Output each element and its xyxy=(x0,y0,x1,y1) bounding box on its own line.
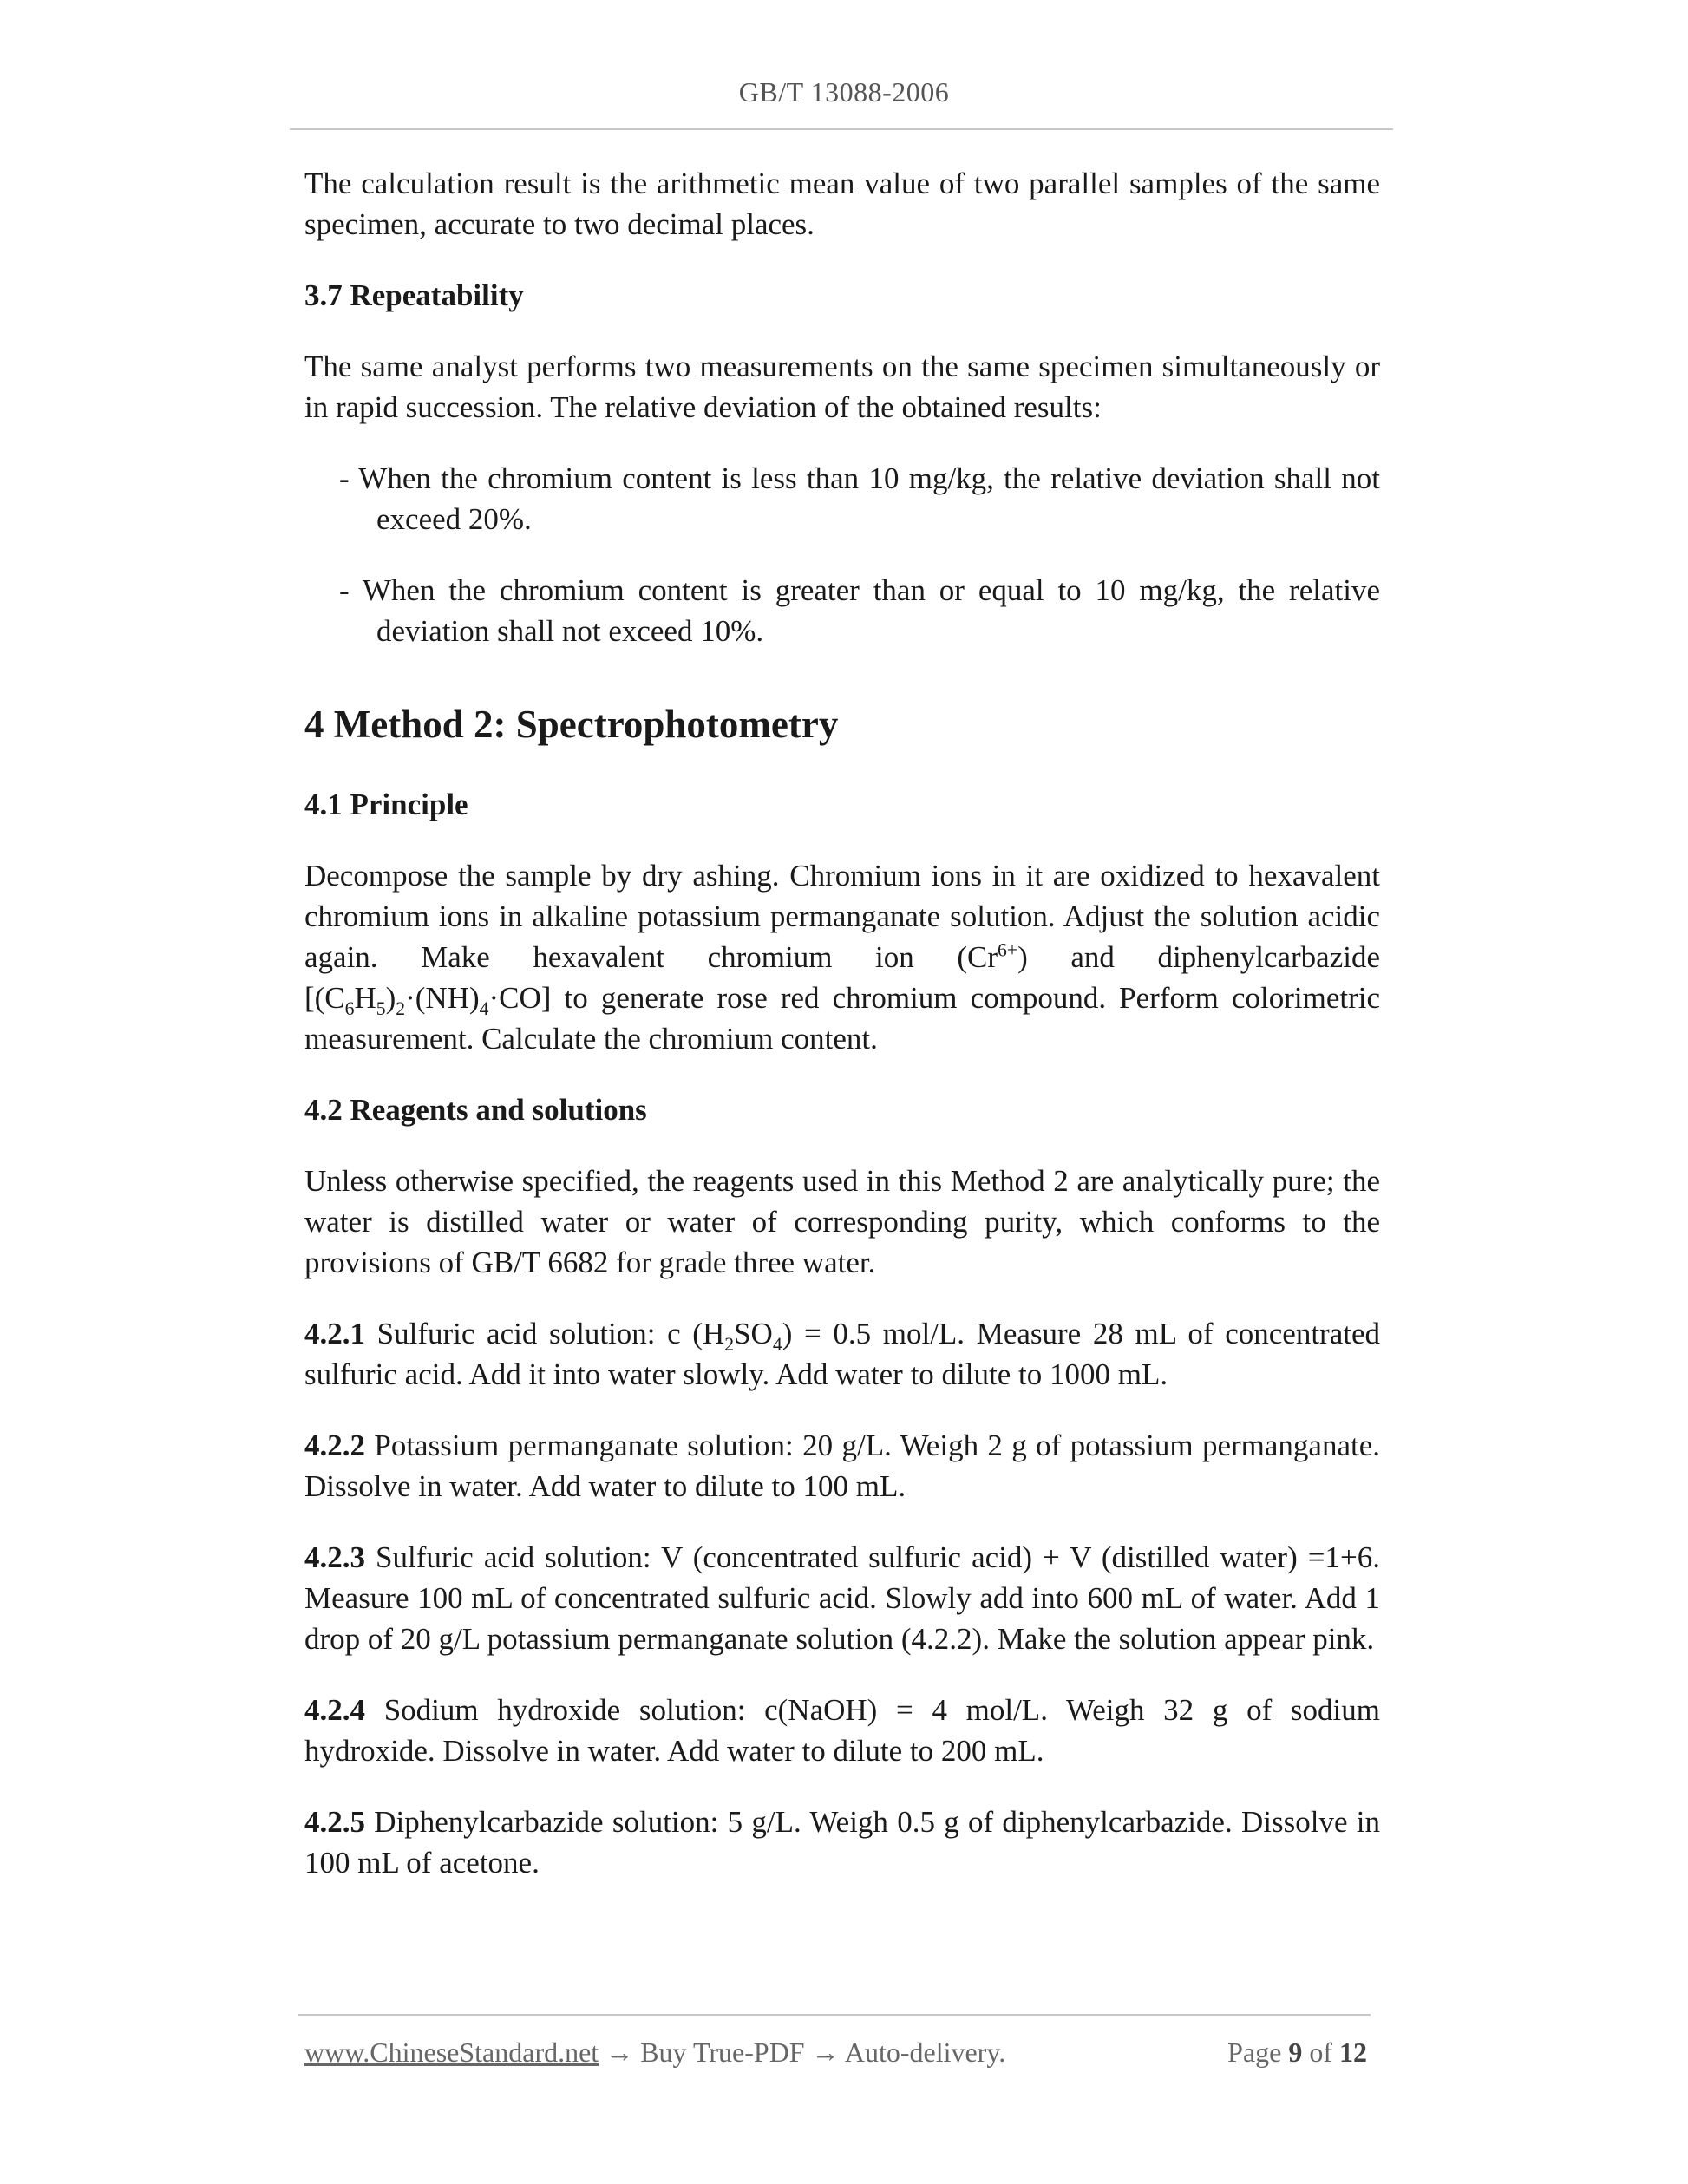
principle-paragraph xyxy=(304,855,1380,1059)
clause-4-2-2 xyxy=(304,1425,1380,1507)
repeatability-bullet-2: - When the chromium content is greater than or equal to 10 mg/kg, the relative deviation shall not exceed 10%. xyxy=(339,573,1380,648)
heading-4-1: 4.1 Principle xyxy=(304,788,468,821)
heading-4-2: 4.2 Reagents and solutions xyxy=(304,1093,647,1127)
footer-website-link[interactable]: www.ChineseStandard.net xyxy=(304,2037,599,2068)
total-pages: 12 xyxy=(1339,2037,1367,2068)
document-body xyxy=(304,163,1380,1913)
principle-text-d: ) xyxy=(385,981,396,1015)
clause-4-2-1-text-b: SO xyxy=(734,1317,773,1350)
formula-subscript-1: 6 xyxy=(344,998,355,1019)
h2so4-subscript-2: 2 xyxy=(724,1334,735,1355)
clause-4-2-5 xyxy=(304,1801,1380,1883)
footer-divider xyxy=(298,2014,1371,2016)
clause-4-2-5-text: Diphenylcarbazide solution: 5 g/L. Weigh 0.5 g of diphenylcarbazide. Dissolve in 100 mL of acetone. xyxy=(304,1805,1380,1880)
clause-4-2-2-number: 4.2.2 xyxy=(304,1429,365,1462)
principle-text-b: ) and diphenylcarbazide [(C xyxy=(304,940,1380,1015)
heading-3-7: 3.7 Repeatability xyxy=(304,278,524,312)
clause-4-2-4 xyxy=(304,1690,1380,1771)
repeatability-paragraph: The same analyst performs two measurements on the same specimen simultaneously or in rapid succession. The relative deviation of the obtained results: xyxy=(304,350,1380,424)
page-label: Page xyxy=(1227,2037,1289,2068)
footer-promo xyxy=(304,2037,1005,2069)
heading-4-method-2: 4 Method 2: Spectrophotometry xyxy=(304,703,839,746)
principle-text-a: Decompose the sample by dry ashing. Chromium ions in it are oxidized to hexavalent chromium ions in alkaline potassium permanganate solution. Adjust the solution acidic again. Make hexavalent chromium ion (Cr xyxy=(304,859,1380,974)
formula-subscript-2: 5 xyxy=(376,998,386,1019)
clause-4-2-1 xyxy=(304,1313,1380,1395)
footer-promo-text: → Buy True-PDF → Auto-delivery. xyxy=(599,2037,1006,2068)
formula-subscript-3: 2 xyxy=(396,998,406,1019)
clause-4-2-1-number: 4.2.1 xyxy=(304,1317,365,1350)
intro-paragraph: The calculation result is the arithmetic mean value of two parallel samples of the same specimen, accurate to two decimal places. xyxy=(304,167,1380,241)
current-page: 9 xyxy=(1288,2037,1303,2068)
document-header: GB/T 13088-2006 xyxy=(738,76,950,108)
principle-text-f: ·CO] to generate rose red chromium compound. Perform colorimetric measurement. Calculate the chromium content. xyxy=(304,981,1380,1056)
of-label: of xyxy=(1302,2037,1339,2068)
clause-4-2-2-text: Potassium permanganate solution: 20 g/L. Weigh 2 g of potassium permanganate. Dissolve in water. Add water to dilute to 100 mL. xyxy=(304,1429,1380,1503)
page-number xyxy=(1227,2037,1367,2069)
formula-subscript-4: 4 xyxy=(479,998,489,1019)
principle-text-c: H xyxy=(354,981,376,1015)
clause-4-2-3-text: Sulfuric acid solution: V (concentrated sulfuric acid) + V (distilled water) =1+6. Measure 100 mL of concentrated sulfuric acid. Slowly add into 600 mL of water. Add 1 drop of 20 g/L potassium permanganate solution (4.2.2). Make the solution appear pink. xyxy=(304,1540,1380,1656)
header-divider xyxy=(290,128,1393,130)
clause-4-2-1-text-c: ) = 0.5 mol/L. Measure 28 mL of concentrated sulfuric acid. Add it into water slowly. Add water to dilute to 1000 mL. xyxy=(304,1317,1380,1391)
principle-text-e: ·(NH) xyxy=(405,981,480,1015)
cr-charge-superscript: 6+ xyxy=(998,939,1018,961)
clause-4-2-1-text-a: Sulfuric acid solution: c (H xyxy=(365,1317,725,1350)
clause-4-2-4-text: Sodium hydroxide solution: c(NaOH) = 4 mol/L. Weigh 32 g of sodium hydroxide. Dissolve in water. Add water to dilute to 200 mL. xyxy=(304,1693,1380,1768)
clause-4-2-3 xyxy=(304,1537,1380,1659)
clause-4-2-5-number: 4.2.5 xyxy=(304,1805,365,1839)
h2so4-subscript-4: 4 xyxy=(772,1334,782,1355)
clause-4-2-4-number: 4.2.4 xyxy=(304,1693,365,1727)
reagents-paragraph: Unless otherwise specified, the reagents used in this Method 2 are analytically pure; the water is distilled water or water of corresponding purity, which conforms to the provisions of GB/T 6682 for grade three water. xyxy=(304,1164,1380,1279)
repeatability-bullet-1: - When the chromium content is less than 10 mg/kg, the relative deviation shall not exceed 20%. xyxy=(339,461,1380,536)
clause-4-2-3-number: 4.2.3 xyxy=(304,1540,365,1574)
